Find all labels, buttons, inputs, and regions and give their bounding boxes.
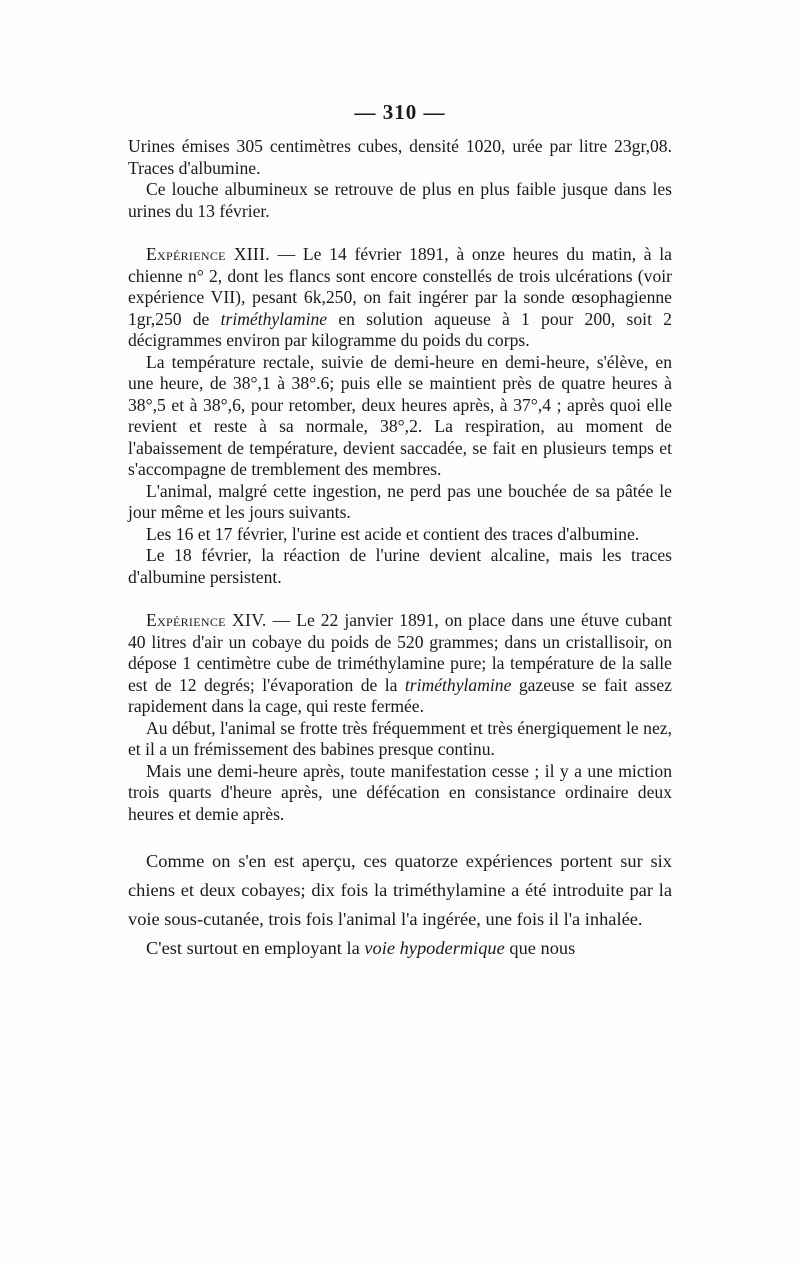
paragraph-demi-heure: Mais une demi-heure après, toute manifestation cesse ; il y a une miction trois quarts d'heure après, une défécation en consistance ordinaire deux heures et demie après. (128, 760, 672, 824)
closing-text-b: que nous (504, 938, 576, 958)
closing-emphasis: voie hypodermique (364, 938, 505, 958)
closing-text-a: C'est surtout en employant la (146, 938, 365, 958)
experience-14-title: Expérience XIV. (146, 610, 267, 630)
paragraph-temperature: La température rectale, suivie de demi-heure en demi-heure, s'élève, en une heure, de 38°,1 à 38°.6; puis elle se maintient près de quatre heures à 38°,5 et à 38°,6, pour retomber, deux heures après, à 37°,4 ; après quoi elle revient et reste à sa normale, 38°,2. La respiration, au moment de l'abaissement de température, devient saccadée, se fait en plusieurs temps et s'accompagne de tremblement des membres. (128, 351, 672, 479)
paragraph-urines: Urines émises 305 centimètres cubes, densité 1020, urée par litre 23gr,08. Traces d'albumine. (128, 136, 672, 178)
paragraph-voie-hypodermique (128, 934, 672, 963)
experience-13-text-a: — Le 14 février 1891, à onze heures du matin, à la chienne n° 2, dont les flancs sont encore constellés de trois ulcérations (voir expérience VII), pesant 6k,250, on fait ingérer par la sonde œsophagienne 1gr,250 de (128, 244, 672, 329)
experience-13-emphasis: triméthylamine (220, 308, 328, 329)
experience-14-text-a: — Le 22 janvier 1891, on place dans une étuve cubant 40 litres d'air un cobaye du poids de 520 grammes; dans un cristallisoir, on dépose 1 centimètre cube de triméthylamine pure; la température de la salle est de 12 degrés; l'évaporation de la (128, 610, 672, 695)
paragraph-summary: Comme on s'en est aperçu, ces quatorze expériences portent sur six chiens et deux cobayes; dix fois la triméthylamine a été introduite par la voie sous-cutanée, trois fois l'animal l'a ingérée, une fois il l'a inhalée. (128, 851, 672, 929)
paragraph-experience-13 (128, 244, 672, 352)
page-number: — 310 — (354, 100, 446, 124)
experience-14-emphasis: triméthylamine (404, 674, 512, 695)
paragraph-louche: Ce louche albumineux se retrouve de plus en plus faible jusque dans les urines du 13 février. (128, 179, 672, 221)
paragraph-16-17-fevrier: Les 16 et 17 février, l'urine est acide et contient des traces d'albumine. (146, 523, 640, 544)
paragraph-animal: L'animal, malgré cette ingestion, ne perd pas une bouchée de sa pâtée le jour même et les jours suivants. (128, 480, 672, 522)
paragraph-debut: Au début, l'animal se frotte très fréquemment et très énergiquement le nez, et il a un frémissement des babines presque continu. (128, 717, 672, 759)
paragraph-18-fevrier: Le 18 février, la réaction de l'urine devient alcaline, mais les traces d'albumine persistent. (128, 545, 672, 587)
experience-13-text-b: en solution aqueuse à 1 pour 200, soit 2 décigrammes environ par kilogramme du poids du corps. (128, 308, 672, 350)
experience-13-title: Expérience XIII. (146, 244, 270, 264)
body-text (128, 136, 672, 963)
experience-14-text-b: gazeuse se fait assez rapidement dans la cage, qui reste fermée. (128, 674, 672, 716)
paragraph-experience-14 (128, 610, 672, 718)
